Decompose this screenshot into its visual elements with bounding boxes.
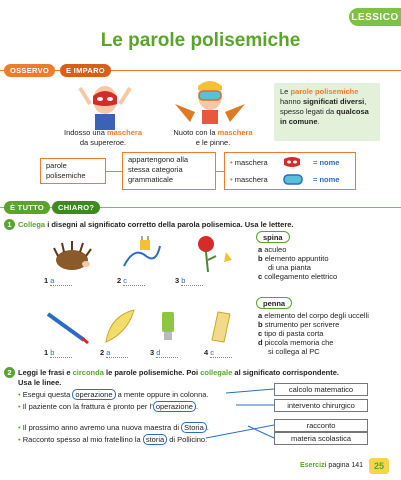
circled-word[interactable]: operazione [153, 401, 196, 412]
meaning-materia[interactable]: materia scolastica [274, 432, 368, 445]
spina-definitions: a aculeo b elemento appuntito di una pianta c collegamento elettrico [258, 245, 338, 281]
osservo-pill: OSSERVO [4, 64, 55, 77]
usb-key-drawing [154, 308, 184, 344]
penna-answer-2[interactable]: 2 a [100, 348, 128, 358]
spina-answer-2[interactable]: 2 c [117, 276, 145, 286]
circled-word[interactable]: Storia [181, 422, 207, 433]
exercise-number-1: 1 [4, 219, 15, 230]
exercise-1-instruction: Collega i disegni al significato corretto della parola polisemica. Usa le lettere. [18, 220, 294, 229]
circled-word[interactable]: operazione [72, 389, 115, 400]
equals-nome-1: = nome [313, 158, 340, 167]
penna-answer-4[interactable]: 4 c [204, 348, 232, 358]
sentence-3: • Il prossimo anno avremo una nuova maestra di Storia . [18, 423, 209, 432]
section-tag: LESSICO [349, 8, 401, 26]
chiaro-pill: CHIARO? [52, 201, 100, 214]
tutto-pill: È TUTTO [4, 201, 50, 214]
example-row-1: • maschera [230, 158, 268, 167]
imparo-pill: E IMPARO [60, 64, 111, 77]
spina-answer-1[interactable]: 1 a [44, 276, 72, 286]
page-number: 25 [369, 458, 389, 474]
circled-word[interactable]: storia [143, 434, 167, 445]
category-box: appartengono alla stessa categoria grammaticale [122, 152, 216, 190]
exercise-number-2: 2 [4, 367, 15, 378]
exercise-reference: Esercizi pagina 141 [300, 462, 364, 469]
rose-drawing [186, 232, 236, 274]
penna-tag: penna [256, 297, 292, 309]
sentence-2: • Il paziente con la frattura è pronto per l’ operazione . [18, 402, 199, 411]
page-title: Le parole polisemiche [100, 30, 301, 51]
penna-definitions: a elemento del corpo degli uccelli b strumento per scrivere c tipo di pasta corta d piccola memoria che si collega al PC [258, 311, 369, 356]
sentence-4: • Racconto spesso al mio fratellino la storia di Pollicino. [18, 435, 208, 444]
snorkel-mask-icon [283, 172, 303, 186]
penna-answer-3[interactable]: 3 d [150, 348, 178, 358]
examples-box [224, 152, 356, 190]
sentence-1: • Esegui questa operazione a mente oppure in colonna. [18, 390, 209, 399]
meaning-calcolo[interactable]: calcolo matematico [274, 383, 368, 396]
hedgehog-drawing [52, 238, 92, 274]
definition-box: Le parole polisemiche hanno significati diversi, spesso legati da qualcosa in comune. [274, 83, 380, 141]
caption-superhero: Indosso una maschera da supereroe. [64, 128, 142, 147]
penne-pasta-drawing [204, 308, 238, 344]
connector [216, 171, 224, 172]
example-row-2: • maschera [230, 175, 268, 184]
polisemiche-box: parole polisemiche [40, 158, 106, 184]
feather-drawing [100, 306, 140, 346]
connector [106, 171, 122, 172]
penna-answer-1[interactable]: 1 b [44, 348, 72, 358]
superhero-mask-icon [283, 155, 301, 169]
meaning-racconto[interactable]: racconto [274, 419, 368, 432]
caption-snorkel: Nuoto con la maschera e le pinne. [173, 128, 253, 147]
superhero-mask-illustration [70, 78, 140, 130]
snorkel-mask-illustration [170, 76, 250, 132]
exercise-2-instruction: Leggi le frasi e circonda le parole polisemiche. Poi collegale al significato corrispondente. Usa le linee. [18, 368, 340, 387]
equals-nome-2: = nome [313, 175, 340, 184]
spina-answer-3[interactable]: 3 b [175, 276, 203, 286]
meaning-intervento[interactable]: intervento chirurgico [274, 399, 368, 412]
pen-drawing [44, 310, 90, 344]
plug-drawing [120, 236, 164, 274]
spina-tag: spina [256, 231, 290, 243]
